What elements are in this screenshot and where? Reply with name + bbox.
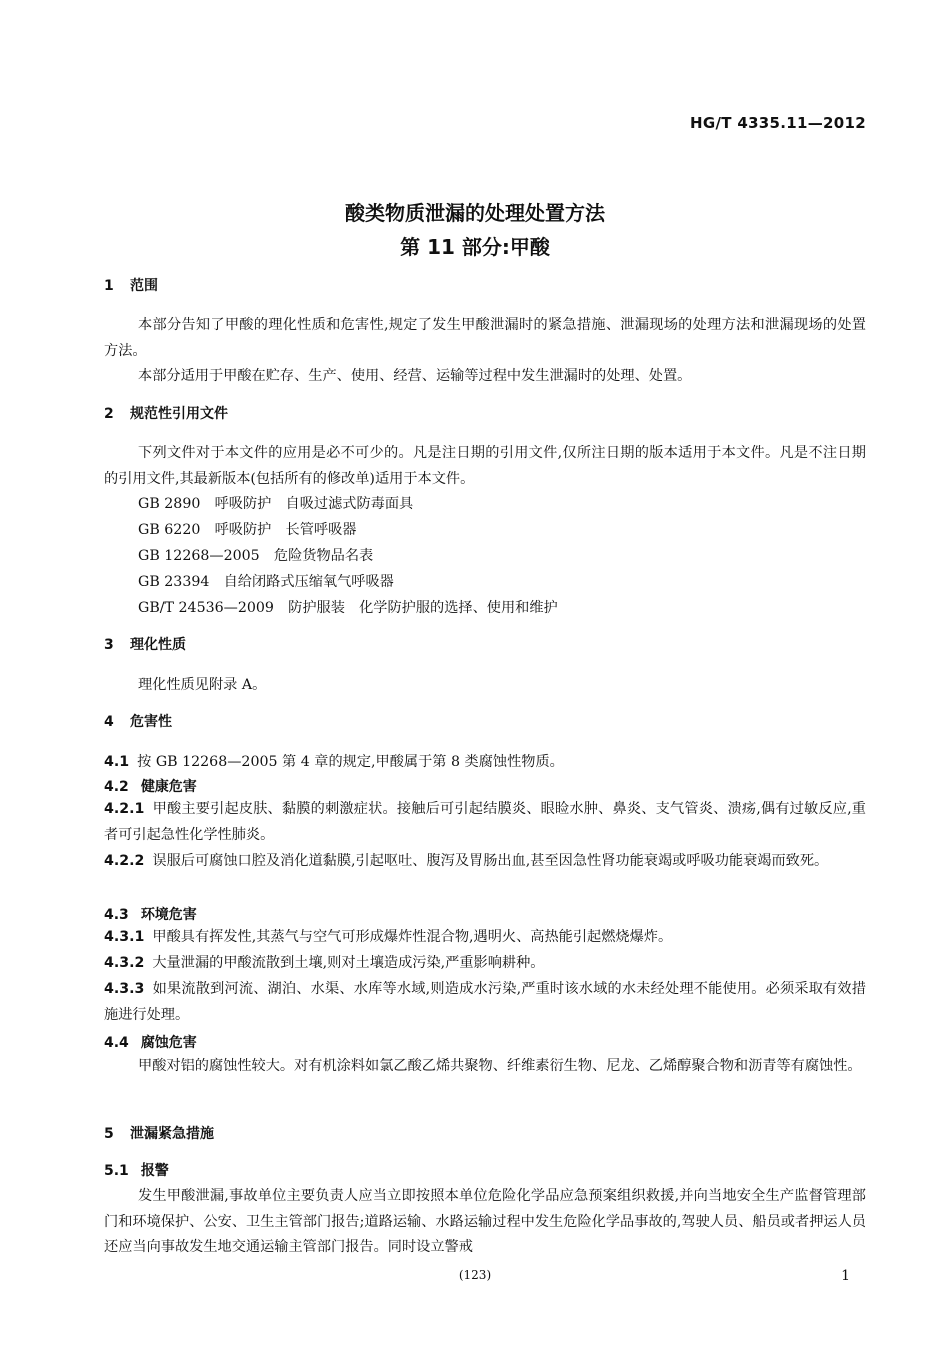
clause-text: 按 GB 12268—2005 第 4 章的规定,甲酸属于第 8 类腐蚀性物质。: [137, 754, 564, 770]
clause-text: 大量泄漏的甲酸流散到土壤,则对土壤造成污染,严重影响耕种。: [152, 955, 545, 971]
document-title: 酸类物质泄漏的处理处置方法: [345, 201, 605, 225]
clause-number: 4.2: [104, 779, 129, 795]
clause-number: 4.2.2: [104, 853, 145, 869]
clause-4-1: [104, 751, 564, 771]
clause-4-2-1: [104, 797, 866, 848]
clause-number: 5.1: [104, 1163, 129, 1179]
standard-code: HG/T 4335.11—2012: [690, 114, 866, 132]
clause-4-2-2: [104, 849, 866, 875]
section-1-heading: [104, 275, 158, 295]
clause-4-3-3: [104, 977, 866, 1028]
clause-text: 如果流散到河流、湖泊、水渠、水库等水域,则造成水污染,严重时该水域的水未经处理不能使用。必须采取有效措施进行处理。: [104, 981, 866, 1023]
clause-text: 甲酸具有挥发性,其蒸气与空气可形成爆炸性混合物,遇明火、高热能引起燃烧爆炸。: [152, 929, 673, 945]
footer-sequence-number: (123): [458, 1268, 492, 1282]
clause-text: 甲酸主要引起皮肤、黏膜的刺激症状。接触后可引起结膜炎、眼睑水肿、鼻炎、支气管炎、溃疡,偶有过敏反应,重者可引起急性化学性肺炎。: [104, 801, 866, 843]
section-1-paragraph-1: 本部分告知了甲酸的理化性质和危害性,规定了发生甲酸泄漏时的紧急措施、泄漏现场的处理方法和泄漏现场的处置方法。: [104, 317, 866, 359]
reference-item: GB 23394 自给闭路式压缩氧气呼吸器: [138, 574, 394, 590]
clause-number: 4.1: [104, 754, 130, 770]
clause-5-1-paragraph: 发生甲酸泄漏,事故单位主要负责人应当立即按照本单位危险化学品应急预案组织救援,并向当地安全生产监督管理部门和环境保护、公安、卫生主管部门报告;道路运输、水路运输过程中发生危险化学品事故的,驾驶人员、船员或者押运人员还应当向事故发生地交通运输主管部门报告。同时设立警戒: [104, 1188, 866, 1255]
section-title: 泄漏紧急措施: [130, 1126, 214, 1142]
section-number: 5: [104, 1126, 114, 1142]
page-number: 1: [841, 1268, 850, 1284]
section-3-heading: [104, 634, 186, 654]
clause-number: 4.2.1: [104, 801, 145, 817]
section-title: 理化性质: [130, 637, 186, 653]
section-2-paragraph-1: 下列文件对于本文件的应用是必不可少的。凡是注日期的引用文件,仅所注日期的版本适用于本文件。凡是不注日期的引用文件,其最新版本(包括所有的修改单)适用于本文件。: [104, 445, 866, 487]
section-title: 危害性: [130, 714, 172, 730]
clause-5-1-heading: [104, 1160, 169, 1180]
reference-item: GB 12268—2005 危险货物品名表: [138, 548, 374, 564]
clause-text: 误服后可腐蚀口腔及消化道黏膜,引起呕吐、腹泻及胃肠出血,甚至因急性肾功能衰竭或呼吸功能衰竭而致死。: [152, 853, 829, 869]
clause-4-4-paragraph: 甲酸对铝的腐蚀性较大。对有机涂料如氯乙酸乙烯共聚物、纤维素衍生物、尼龙、乙烯醇聚合物和沥青等有腐蚀性。: [138, 1058, 862, 1074]
clause-4-4-heading: [104, 1032, 197, 1052]
section-3-paragraph-1: 理化性质见附录 A。: [138, 677, 267, 693]
clause-4-3-heading: [104, 904, 197, 924]
clause-title: 腐蚀危害: [140, 1035, 197, 1051]
clause-number: 4.3.1: [104, 929, 145, 945]
section-1-paragraph-2: 本部分适用于甲酸在贮存、生产、使用、经营、运输等过程中发生泄漏时的处理、处置。: [138, 368, 692, 384]
reference-item: GB/T 24536—2009 防护服装 化学防护服的选择、使用和维护: [138, 600, 558, 616]
clause-4-3-1: [104, 925, 866, 951]
reference-item: GB 6220 呼吸防护 长管呼吸器: [138, 522, 357, 538]
clause-title: 环境危害: [140, 907, 197, 923]
section-number: 4: [104, 714, 114, 730]
section-title: 规范性引用文件: [130, 406, 228, 422]
clause-title: 报警: [140, 1163, 169, 1179]
clause-title: 健康危害: [140, 779, 197, 795]
clause-number: 4.3.2: [104, 955, 145, 971]
clause-number: 4.4: [104, 1035, 129, 1051]
section-number: 1: [104, 278, 114, 294]
clause-4-2-heading: [104, 776, 197, 796]
clause-4-3-2: [104, 951, 866, 977]
clause-number: 4.3: [104, 907, 129, 923]
section-number: 2: [104, 406, 114, 422]
reference-item: GB 2890 呼吸防护 自吸过滤式防毒面具: [138, 496, 414, 512]
clause-number: 4.3.3: [104, 981, 145, 997]
section-4-heading: [104, 711, 172, 731]
section-title: 范围: [130, 278, 158, 294]
section-5-heading: [104, 1123, 214, 1143]
document-subtitle: 第 11 部分:甲酸: [400, 235, 550, 259]
section-2-heading: [104, 403, 228, 423]
section-number: 3: [104, 637, 114, 653]
